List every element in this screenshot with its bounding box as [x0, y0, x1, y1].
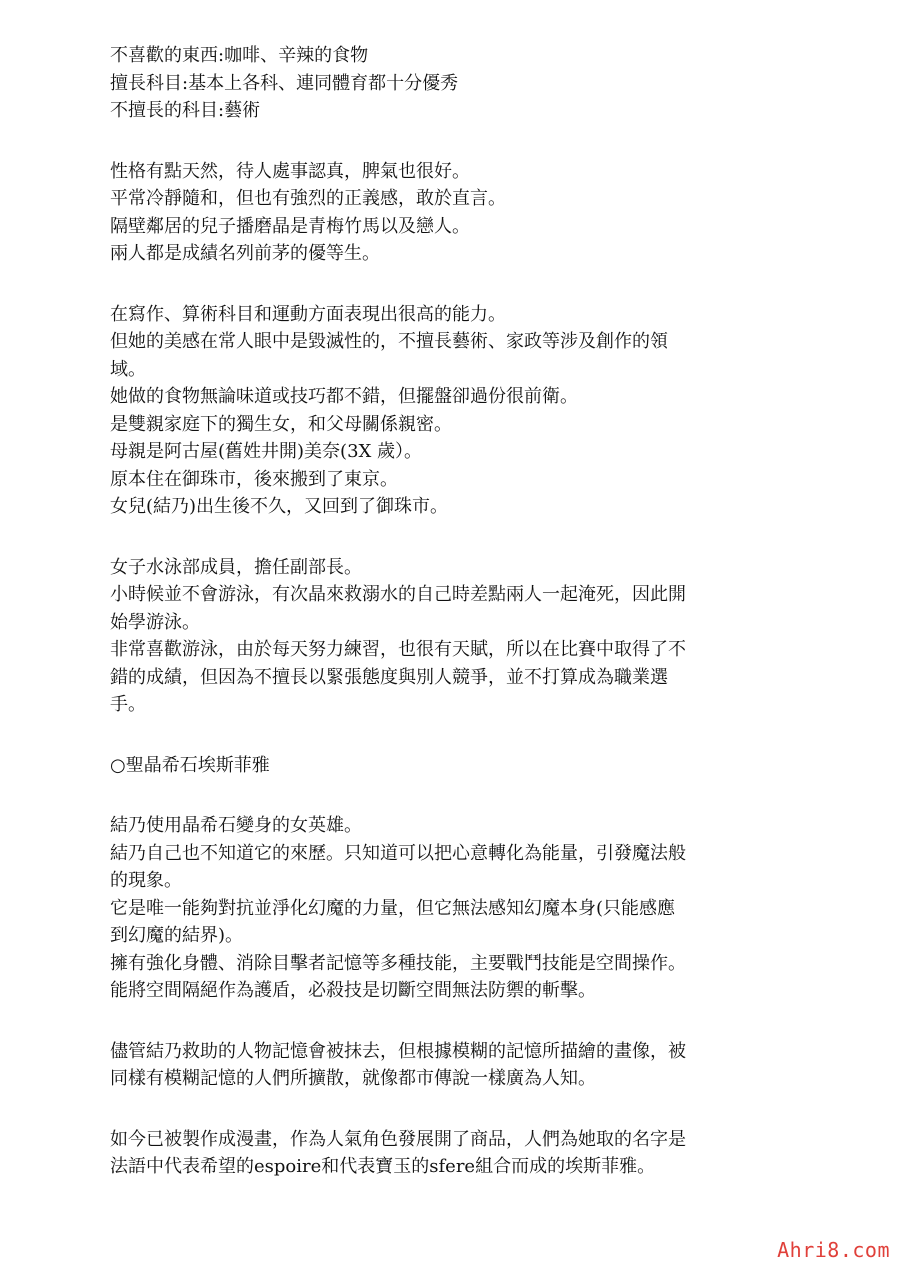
text-line: 到幻魔的結界)。 — [110, 925, 244, 946]
text-line: 結乃使用晶希石變身的女英雄。 — [110, 815, 362, 836]
text-line: 原本住在御珠市，後來搬到了東京。 — [110, 468, 398, 490]
text-line: 平常冷靜隨和，但也有強烈的正義感，敢於直言。 — [110, 188, 506, 209]
text-line: 非常喜歡游泳，由於每天努力練習，也很有天賦，所以在比賽中取得了不 — [110, 639, 686, 660]
text-line: 她做的食物無論味道或技巧都不錯，但擺盤卻過份很前衛。 — [110, 386, 578, 407]
text-line: 始學游泳。 — [110, 611, 200, 633]
text-line: 儘管結乃救助的人物記憶會被抹去，但根據模糊的記憶所描繪的畫像，被 — [110, 1040, 686, 1062]
personality-paragraph — [110, 158, 800, 268]
text-line: 結乃自己也不知道它的來歷。只知道可以把心意轉化為能量，引發魔法般 — [110, 842, 686, 864]
text-line: 但她的美感在常人眼中是毀滅性的，不擅長藝術、家政等涉及創作的領 — [110, 331, 668, 352]
section-heading — [110, 752, 800, 780]
document-body — [110, 42, 800, 1214]
urban-legend-paragraph — [110, 1038, 800, 1093]
text-line: 能將空間隔絕作為護盾，必殺技是切斷空間無法防禦的斬擊。 — [110, 980, 596, 1001]
text-line: 錯的成績，但因為不擅長以緊張態度與別人競爭，並不打算成為職業選 — [110, 666, 668, 688]
text-line: 它是唯一能夠對抗並淨化幻魔的力量，但它無法感知幻魔本身(只能感應 — [110, 897, 676, 919]
text-line: 女子水泳部成員，擔任副部長。 — [110, 556, 362, 578]
text-line: 域。 — [110, 358, 146, 380]
text-line: 法語中代表希望的espoire和代表寶玉的sfere組合而成的埃斯菲雅。 — [110, 1156, 656, 1177]
swimming-paragraph — [110, 554, 800, 719]
name-origin-paragraph — [110, 1126, 800, 1181]
text-line: 隔壁鄰居的兒子播磨晶是青梅竹馬以及戀人。 — [110, 215, 470, 237]
site-watermark: Ahri8.com — [777, 1238, 890, 1262]
text-line: 母親是阿古屋(舊姓井開)美奈(3X 歲）。 — [110, 441, 423, 462]
text-line: 如今已被製作成漫畫，作為人氣角色發展開了商品，人們為她取的名字是 — [110, 1128, 686, 1150]
text-line: 不喜歡的東西:咖啡、辛辣的食物 — [110, 45, 369, 66]
text-line: 性格有點天然，待人處事認真，脾氣也很好。 — [110, 160, 470, 182]
text-line: 擅長科目:基本上各科、連同體育都十分優秀 — [110, 72, 459, 94]
text-line: 擁有強化身體、消除目擊者記憶等多種技能，主要戰鬥技能是空間操作。 — [110, 952, 686, 974]
text-line: 兩人都是成績名列前茅的優等生。 — [110, 243, 380, 264]
text-line: 同樣有模糊記憶的人們所擴散，就像都市傳說一樣廣為人知。 — [110, 1068, 596, 1089]
text-line: 是雙親家庭下的獨生女，和父母關係親密。 — [110, 413, 452, 435]
section-heading-text: ○聖晶希石埃斯菲雅 — [110, 754, 270, 776]
espheria-description-paragraph — [110, 812, 800, 1005]
text-line: 小時候並不會游泳，有次晶來救溺水的自己時差點兩人一起淹死，因此開 — [110, 584, 686, 605]
abilities-paragraph — [110, 301, 800, 521]
text-line: 女兒(結乃)出生後不久，又回到了御珠市。 — [110, 496, 449, 517]
text-line: 的現象。 — [110, 870, 182, 891]
text-line: 不擅長的科目:藝術 — [110, 100, 261, 121]
text-line: 在寫作、算術科目和運動方面表現出很高的能力。 — [110, 303, 506, 325]
profile-paragraph — [110, 42, 800, 125]
text-line: 手。 — [110, 694, 146, 715]
